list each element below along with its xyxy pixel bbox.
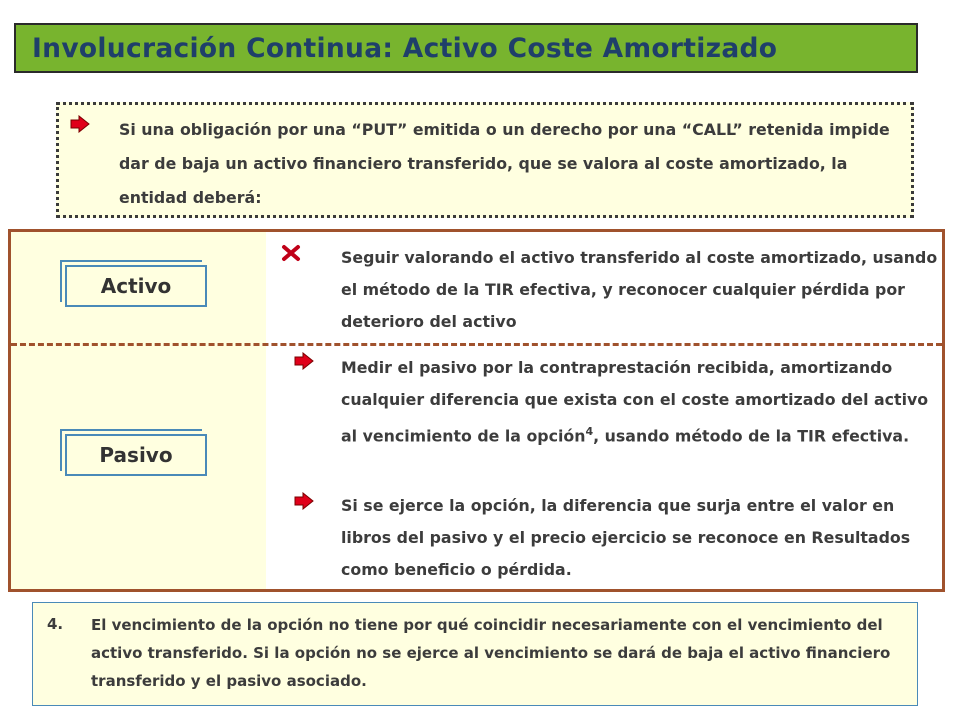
pasivo-item-2: Si se ejerce la opción, la diferencia que surja entre el valor en libros del pasivo y el precio ejercicio se reconoce en Resultados como beneficio o pérdida. [341,496,911,579]
intro-text: Si una obligación por una “PUT” emitida o un derecho por una “CALL” retenida impide dar de baja un activo financiero transferido, que se valora al coste amortizado, la entidad deberá: [119,120,890,207]
activo-text: Seguir valorando el activo transferido al coste amortizado, usando el método de la TIR efectiva, y reconocer cualquier pérdida por deterioro del activo [341,248,938,331]
pasivo-item-1 [341,352,941,452]
page-title: Involucración Continua: Activo Coste Amortizado [32,32,778,64]
title-bar [14,23,918,73]
footnote-text: El vencimiento de la opción no tiene por qué coincidir necesariamente con el vencimiento del activo transferido. Si la opción no se ejerce al vencimiento se dará de baja el activo financiero transferido y el pasivo asociado. [91,616,891,690]
pasivo-label: Pasivo [65,434,207,476]
section-divider [11,343,942,346]
cross-bullet-icon [281,244,301,262]
footnote-box [32,602,918,706]
activo-label: Activo [65,265,207,307]
footnote-number: 4. [47,615,64,633]
intro-box [56,102,914,218]
pasivo-item-1-tail: , usando método de la TIR efectiva. [593,426,910,446]
footnote-ref: 4 [585,425,594,438]
arrow-bullet-icon [293,492,315,510]
arrow-bullet-icon [69,115,91,133]
main-box [8,229,945,592]
pasivo-item-1-text: Medir el pasivo por la contraprestación recibida, amortizando cualquier diferencia que exista con el coste amortizado del activo al vencimiento de la opción [341,358,929,446]
arrow-bullet-icon [293,352,315,370]
